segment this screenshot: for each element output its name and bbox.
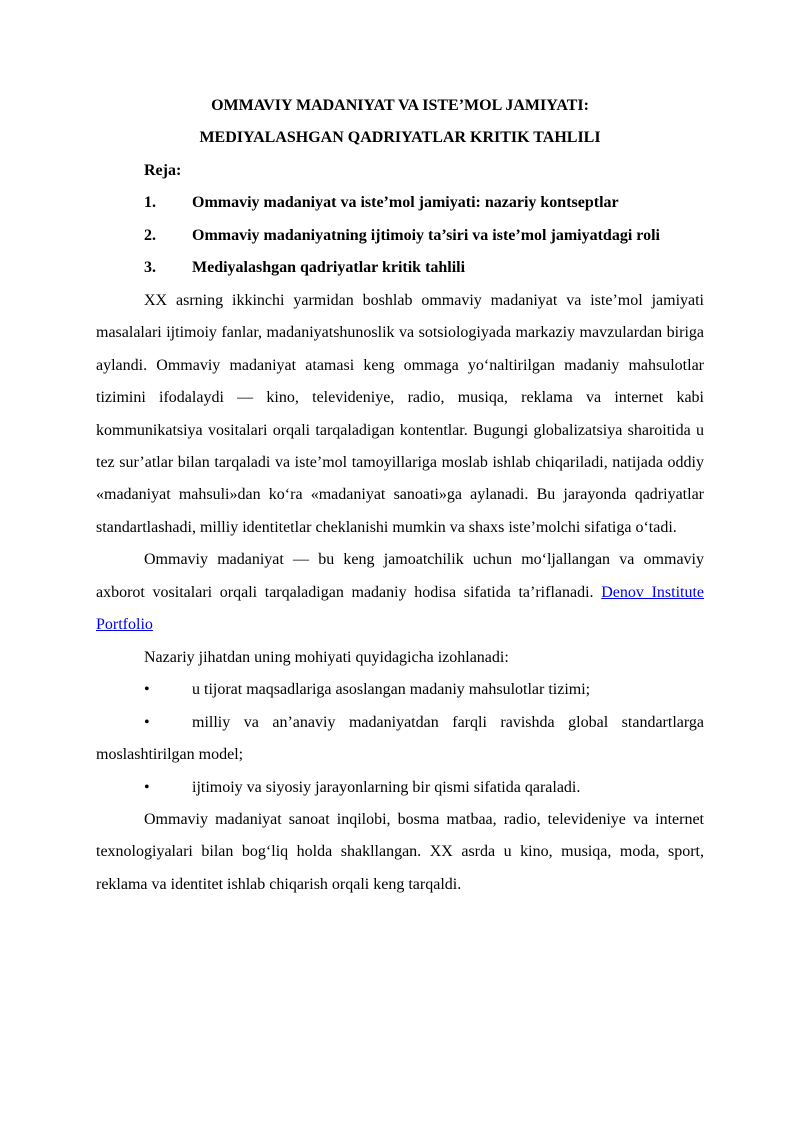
bullet-item-2 <box>96 707 704 772</box>
plan-item-1-text: Ommaviy madaniyat va iste’mol jamiyati: nazariy kontseptlar <box>192 194 619 212</box>
bullet-icon: • <box>144 681 150 699</box>
bullet-icon: • <box>144 778 150 796</box>
portfolio-link[interactable]: Denov Institute Portfolio <box>96 583 705 634</box>
plan-item-2-text: Ommaviy madaniyatning ijtimoiy ta’siri va iste’mol jamiyatdagi roli <box>192 226 660 244</box>
plan-item-3-number: 3. <box>144 259 156 277</box>
plan-item-3-text: Mediyalashgan qadriyatlar kritik tahlili <box>192 259 466 277</box>
bullet-item-3-text: ijtimoiy va siyosiy jarayonlarning bir qismi sifatida qaraladi. <box>192 778 581 796</box>
bullet-icon: • <box>144 713 150 731</box>
bullet-item-2-text: milliy va an’anaviy madaniyatdan farqli ravishda global standartlarga moslashtirilgan model; <box>96 713 704 764</box>
plan-heading: Reja: <box>144 161 182 179</box>
body-paragraph-4: Ommaviy madaniyat sanoat inqilobi, bosma matbaa, radio, televideniye va internet texnologiyalari bilan bog‘liq holda shakllangan. XX asrda u kino, musiqa, moda, sport, reklama va identitet ishlab chiqarish orqali keng tarqaldi. <box>96 810 704 893</box>
plan-item-3 <box>96 252 704 284</box>
plan-item-1-number: 1. <box>144 194 156 212</box>
bullet-item-1 <box>96 674 704 706</box>
plan-item-2-number: 2. <box>144 226 156 244</box>
body-paragraph-2-text: Ommaviy madaniyat — bu keng jamoatchilik uchun mo‘ljallangan va ommaviy axborot vositalari orqali tarqaladigan madaniy hodisa sifatida ta’riflanadi. <box>96 551 704 601</box>
document-title-line2: MEDIYALASHGAN QADRIYATLAR KRITIK TAHLILI <box>199 129 601 147</box>
plan-item-1 <box>96 187 704 219</box>
body-paragraph-3: Nazariy jihatdan uning mohiyati quyidagicha izohlanadi: <box>144 648 509 666</box>
plan-item-2 <box>96 220 704 252</box>
body-paragraph-1: XX asrning ikkinchi yarmidan boshlab ommaviy madaniyat va iste’mol jamiyati masalalari ijtimoiy fanlar, madaniyatshunoslik va sotsiologiyada markaziy mavzulardan biriga aylandi. Ommaviy madaniyat atamasi keng ommaga yo‘naltirilgan madaniy mahsulotlar tizimini ifodalaydi — kino, televideniye, radio, musiqa, reklama va internet kabi kommunikatsiya vositalari orqali tarqaladigan kontentlar. Bugungi globalizatsiya sharoitida u tez sur’atlar bilan tarqaladi va iste’mol tamoyillariga moslab ishlab chiqariladi, natijada oddiy «madaniyat mahsuli»dan ko‘ra «madaniyat sanoati»ga aylanadi. Bu jarayonda qadriyatlar standartlashadi, milliy identitetlar cheklanishi mumkin va shaxs iste’molchi sifatiga o‘tadi. <box>96 291 704 536</box>
body-paragraph-2 <box>96 544 704 641</box>
document-title-line1: OMMAVIY MADANIYAT VA ISTE’MOL JAMIYATI: <box>211 97 589 114</box>
bullet-item-1-text: u tijorat maqsadlariga asoslangan madaniy mahsulotlar tizimi; <box>192 681 591 699</box>
bullet-item-3 <box>96 772 704 804</box>
